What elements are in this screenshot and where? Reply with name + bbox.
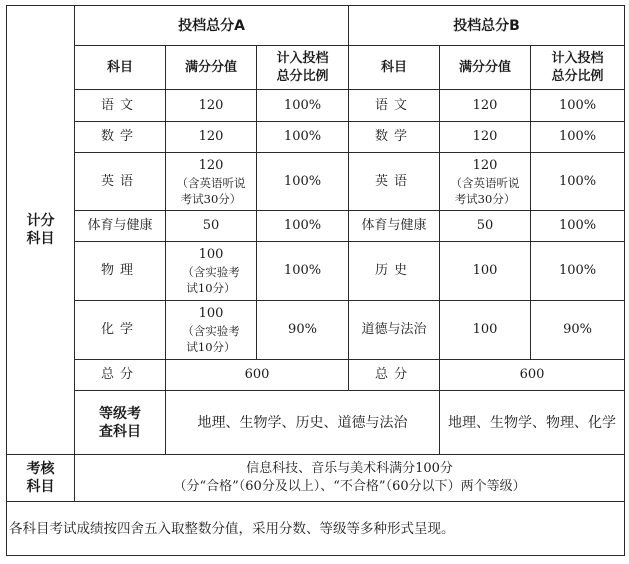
graded-label-line1: 等级考 xyxy=(99,405,141,422)
ratio-header-a-line2: 总分比例 xyxy=(276,68,329,84)
total-value-b: 600 xyxy=(440,360,625,391)
col-header-full-b: 满分分值 xyxy=(440,46,531,90)
total-label-b: 总分 xyxy=(349,360,440,391)
exam-score-table xyxy=(6,5,625,556)
footnote: 各科目考试成绩按四舍五入取整数分值，采用分数、等级等多种形式呈现。 xyxy=(7,502,625,556)
total-row xyxy=(7,360,625,391)
subject-cell: 语文 xyxy=(75,90,166,122)
assessed-label-line2: 科目 xyxy=(26,479,55,495)
ratio-cell: 100% xyxy=(531,242,625,301)
full-score-cell xyxy=(440,153,531,211)
ratio-cell: 100% xyxy=(531,122,625,153)
subject-cell: 英语 xyxy=(349,153,440,211)
ratio-header-a-line1: 计入投档 xyxy=(276,50,329,66)
subject-cell: 数学 xyxy=(349,122,440,153)
ratio-cell: 100% xyxy=(531,211,625,242)
ratio-cell: 100% xyxy=(257,90,349,122)
assessed-subjects-label xyxy=(7,455,75,502)
column-header-row xyxy=(7,46,625,90)
table-row xyxy=(7,242,625,301)
full-score-cell: 100 xyxy=(440,242,531,301)
assessed-text-line1: 信息科技、音乐与美术科满分100分 xyxy=(246,461,453,476)
assessed-text-line2: （分“合格”（60分及以上）、“不合格”（60分以下）两个等级） xyxy=(173,479,526,494)
full-score-value: 100 xyxy=(198,247,224,262)
full-score-cell: 120 xyxy=(166,90,257,122)
ratio-cell: 90% xyxy=(531,301,625,360)
footnote-row xyxy=(7,502,625,556)
full-score-value: 100 xyxy=(198,306,224,321)
ratio-header-b-line2: 总分比例 xyxy=(551,68,604,84)
ratio-cell: 100% xyxy=(257,153,349,211)
assessed-label-line1: 考核 xyxy=(26,461,55,477)
full-score-note-line1: （含实验考 xyxy=(182,324,240,338)
full-score-value: 120 xyxy=(198,157,224,173)
subject-cell: 语文 xyxy=(349,90,440,122)
subject-cell: 历史 xyxy=(349,242,440,301)
assessed-subjects-row xyxy=(7,455,625,502)
full-score-cell: 100 xyxy=(440,301,531,360)
ratio-header-b-line1: 计入投档 xyxy=(551,50,604,66)
col-header-ratio-b xyxy=(531,46,625,90)
full-score-cell xyxy=(166,153,257,211)
ratio-cell: 100% xyxy=(257,211,349,242)
subject-cell: 化学 xyxy=(75,301,166,360)
graded-subjects-b: 地理、生物学、物理、化学 xyxy=(440,391,625,455)
graded-subjects-label xyxy=(75,391,166,455)
total-value-a: 600 xyxy=(166,360,349,391)
full-score-cell: 120 xyxy=(166,122,257,153)
full-score-cell: 120 xyxy=(440,90,531,122)
ratio-cell: 100% xyxy=(531,153,625,211)
table-row xyxy=(7,153,625,211)
table-row xyxy=(7,122,625,153)
full-score-value: 120 xyxy=(472,157,498,173)
scoring-label-line2: 科目 xyxy=(26,231,55,247)
full-score-note-line2: 考试30分） xyxy=(180,191,242,206)
full-score-note-line1: （含实验考 xyxy=(182,265,240,279)
full-score-note-line1: （含英语听说 xyxy=(176,175,246,190)
full-score-note-line2: 试10分） xyxy=(186,340,236,354)
graded-subjects-row xyxy=(7,391,625,455)
full-score-cell: 50 xyxy=(440,211,531,242)
full-score-note-line1: （含英语听说 xyxy=(450,175,520,190)
col-header-ratio-a xyxy=(257,46,349,90)
full-score-cell xyxy=(166,301,257,360)
graded-subjects-a: 地理、生物学、历史、道德与法治 xyxy=(166,391,440,455)
full-score-cell: 120 xyxy=(440,122,531,153)
col-header-subject-b: 科目 xyxy=(349,46,440,90)
group-a-title: 投档总分A xyxy=(75,6,349,46)
graded-label-line2: 查科目 xyxy=(99,423,141,440)
table-row xyxy=(7,90,625,122)
ratio-cell: 100% xyxy=(257,242,349,301)
group-b-title: 投档总分B xyxy=(349,6,625,46)
full-score-cell: 50 xyxy=(166,211,257,242)
table-row xyxy=(7,301,625,360)
subject-cell: 体育与健康 xyxy=(75,211,166,242)
full-score-cell xyxy=(166,242,257,301)
assessed-subjects-text xyxy=(75,455,625,502)
col-header-subject-a: 科目 xyxy=(75,46,166,90)
subject-cell: 道德与法治 xyxy=(349,301,440,360)
group-header-row xyxy=(7,6,625,46)
subject-cell: 数学 xyxy=(75,122,166,153)
col-header-full-a: 满分分值 xyxy=(166,46,257,90)
ratio-cell: 100% xyxy=(257,122,349,153)
subject-cell: 体育与健康 xyxy=(349,211,440,242)
full-score-note-line2: 试10分） xyxy=(186,281,236,295)
subject-cell: 物理 xyxy=(75,242,166,301)
subject-cell: 英语 xyxy=(75,153,166,211)
ratio-cell: 90% xyxy=(257,301,349,360)
scoring-subjects-label xyxy=(7,6,75,455)
full-score-note-line2: 考试30分） xyxy=(454,191,516,206)
table-row xyxy=(7,211,625,242)
total-label-a: 总分 xyxy=(75,360,166,391)
scoring-label-line1: 计分 xyxy=(26,213,55,229)
ratio-cell: 100% xyxy=(531,90,625,122)
